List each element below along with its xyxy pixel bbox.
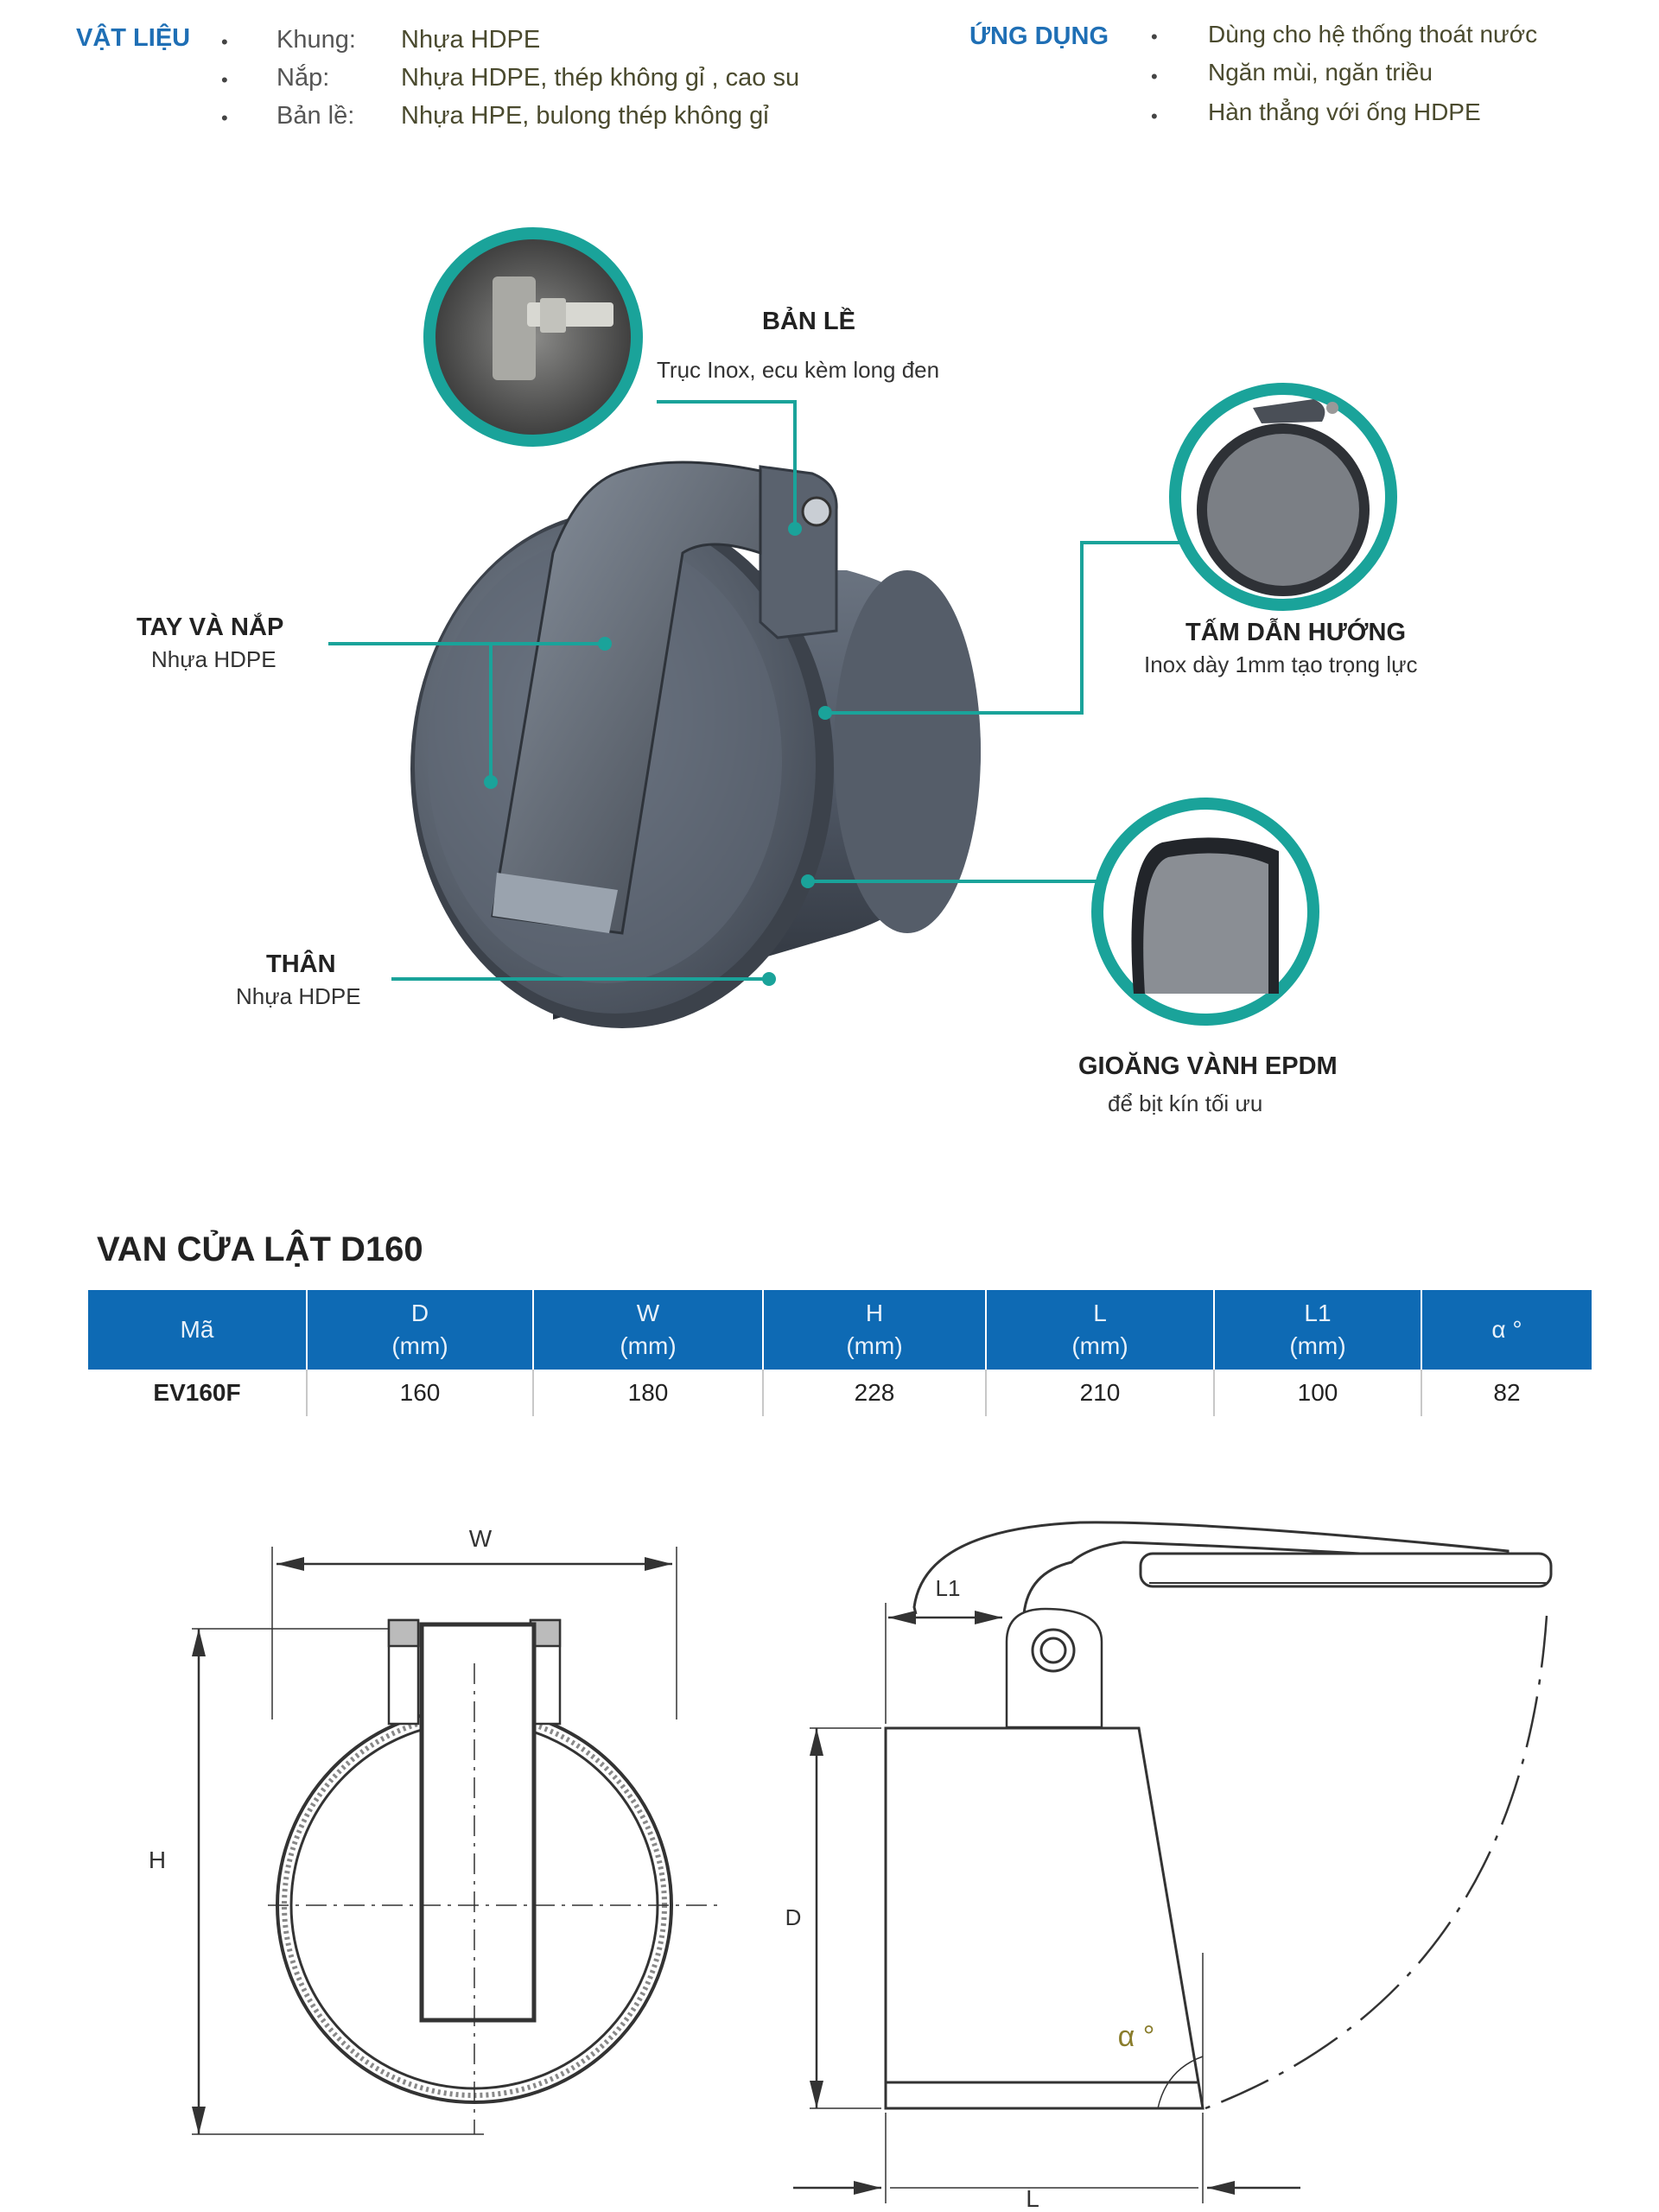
material-label-hinge: Bản lề: — [276, 102, 355, 130]
material-value-frame: Nhựa HDPE — [401, 26, 541, 54]
spec-cell-code: EV160F — [88, 1370, 307, 1416]
table-row — [88, 1370, 1592, 1416]
callout-title: GIOĂNG VÀNH EPDM — [1078, 1052, 1338, 1080]
bullet: • — [221, 107, 228, 129]
header-name: Mã — [180, 1316, 214, 1343]
bullet: • — [1151, 66, 1158, 87]
callout-subtitle: Trục Inox, ecu kèm long đen — [657, 357, 940, 383]
bullet: • — [221, 69, 228, 91]
dim-label-d: D — [785, 1904, 802, 1930]
spec-header-alpha — [1421, 1290, 1592, 1370]
callout-title: TẤM DẪN HƯỚNG — [1185, 619, 1406, 646]
callout-title: THÂN — [266, 950, 336, 978]
spec-header-d — [307, 1290, 533, 1370]
application-item: Dùng cho hệ thống thoát nước — [1208, 21, 1538, 48]
callout-title: BẢN LỀ — [762, 308, 855, 335]
header-name: W — [636, 1300, 660, 1326]
header-unit: (mm) — [1289, 1332, 1346, 1359]
spec-table-header-row — [88, 1290, 1592, 1370]
guide-plate-detail-circle — [1175, 389, 1391, 605]
header-name: L1 — [1304, 1300, 1332, 1326]
spec-cell-alpha: 82 — [1493, 1379, 1521, 1406]
material-value-lid: Nhựa HDPE, thép không gỉ , cao su — [401, 64, 800, 92]
spec-header-w — [533, 1290, 763, 1370]
callout-subtitle: Inox dày 1mm tạo trọng lực — [1144, 652, 1418, 677]
materials-heading: VẬT LIỆU — [76, 24, 191, 52]
applications-heading: ỨNG DỤNG — [969, 22, 1109, 50]
header-unit: (mm) — [1071, 1332, 1128, 1359]
header-name: D — [410, 1300, 429, 1326]
dim-label-w: W — [468, 1525, 493, 1552]
material-label-frame: Khung: — [276, 26, 356, 54]
application-item: Ngăn mùi, ngăn triều — [1208, 59, 1433, 86]
material-label-lid: Nắp: — [276, 64, 330, 92]
dim-label-h: H — [148, 1847, 167, 1873]
product-title: VAN CỬA LẬT D160 — [97, 1230, 423, 1268]
spec-header-l1 — [1214, 1290, 1421, 1370]
dim-label-l: L — [1026, 2185, 1039, 2212]
bullet: • — [1151, 26, 1158, 48]
callout-subtitle: để bịt kín tối ưu — [1108, 1090, 1263, 1116]
spec-cell-h: 228 — [763, 1370, 986, 1416]
valve-body — [410, 510, 981, 1028]
material-value-hinge: Nhựa HPE, bulong thép không gỉ — [401, 102, 769, 130]
spec-cell-l1: 100 — [1214, 1370, 1421, 1416]
gasket-detail-circle — [1097, 804, 1313, 1020]
callout-subtitle: Nhựa HDPE — [151, 646, 276, 672]
header-unit: (mm) — [846, 1332, 903, 1359]
spec-header-code — [88, 1290, 307, 1370]
dim-label-alpha: α ° — [1117, 2020, 1155, 2053]
header-unit: (mm) — [391, 1332, 448, 1359]
spec-cell-d: 160 — [307, 1370, 533, 1416]
hinge-detail-circle — [429, 233, 637, 441]
callout-subtitle: Nhựa HDPE — [236, 983, 361, 1009]
bullet: • — [1151, 105, 1158, 127]
header-name: α ° — [1491, 1316, 1522, 1343]
spec-header-l — [986, 1290, 1214, 1370]
bullet: • — [221, 31, 228, 53]
header-unit: (mm) — [620, 1332, 677, 1359]
callout-title: TAY VÀ NẮP — [137, 613, 284, 641]
application-item: Hàn thẳng với ống HDPE — [1208, 99, 1481, 125]
header-name: L — [1093, 1300, 1107, 1326]
spec-table — [88, 1290, 1592, 1416]
front-view-drawing — [0, 1486, 830, 2212]
spec-cell-w: 180 — [533, 1370, 763, 1416]
spec-cell-l: 210 — [986, 1370, 1214, 1416]
spec-header-h — [763, 1290, 986, 1370]
dim-label-l1: L1 — [935, 1575, 961, 1601]
side-view-drawing — [785, 1486, 1659, 2212]
header-name: H — [865, 1300, 884, 1326]
